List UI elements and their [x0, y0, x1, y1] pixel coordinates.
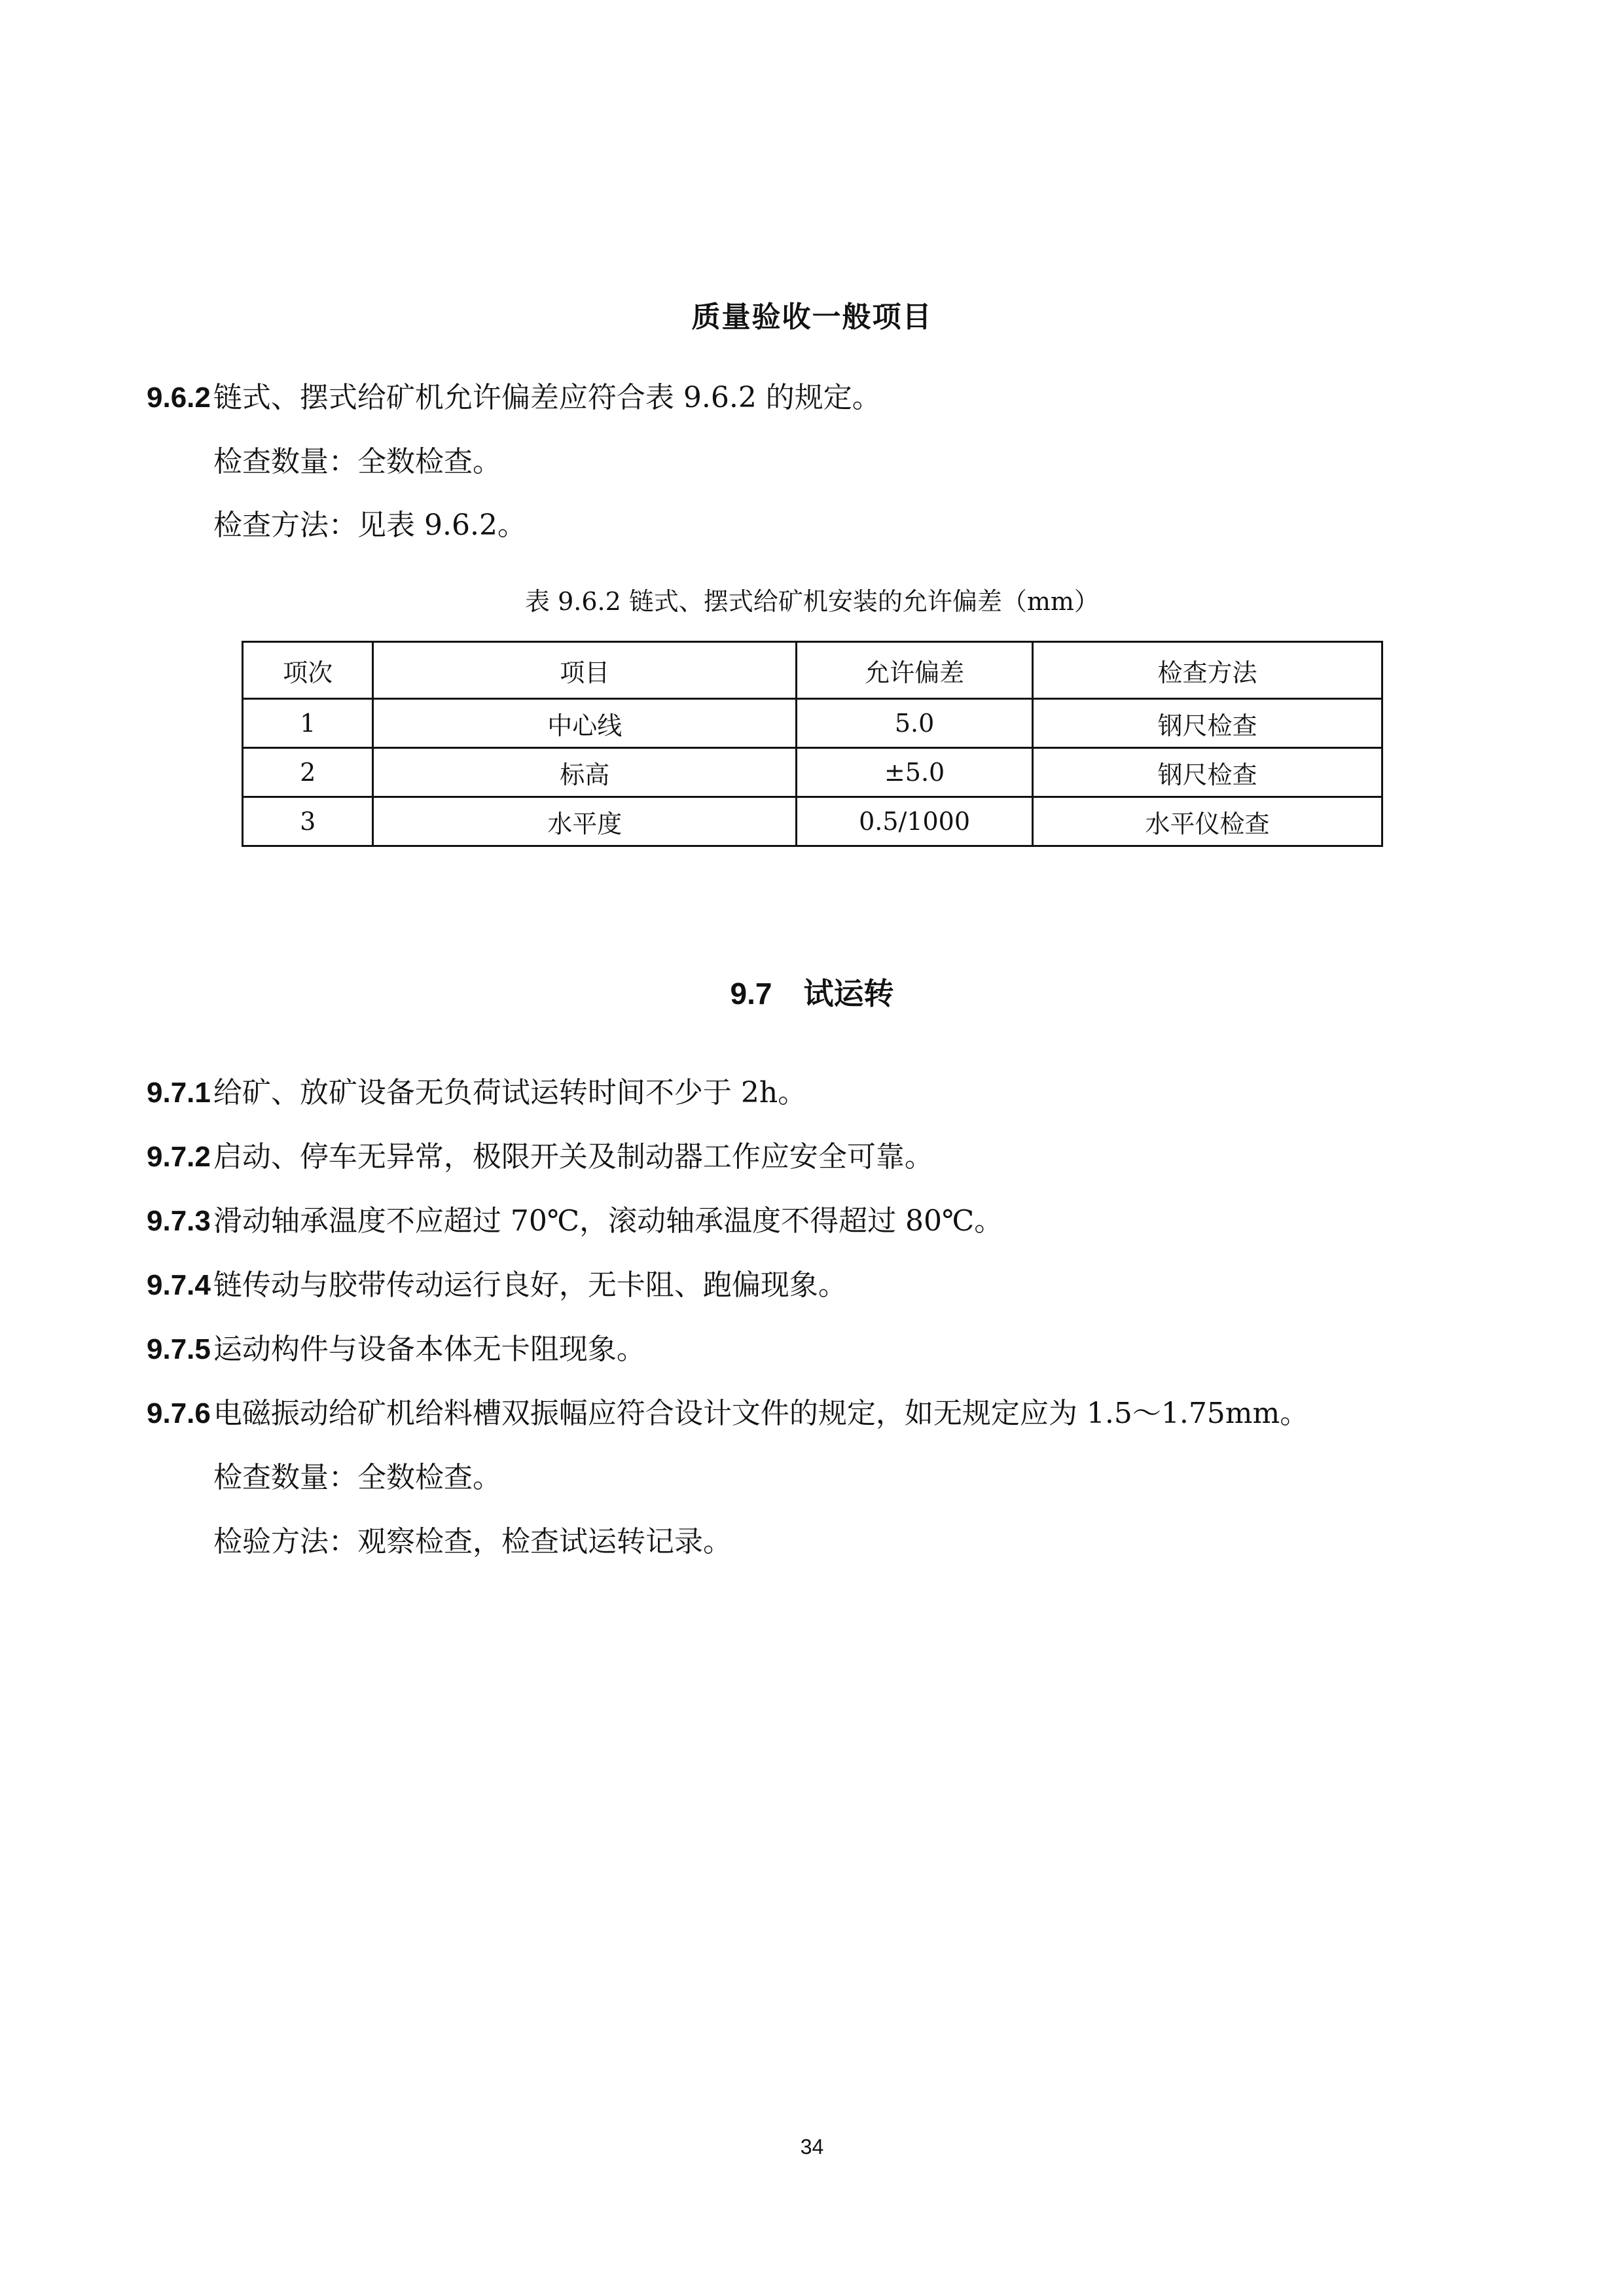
- table-header-row: [243, 642, 1382, 699]
- check-method-text: 检查方法：见表 9.6.2。: [213, 509, 526, 542]
- table-cell: 水平度: [373, 797, 797, 846]
- table-header-cell: 项次: [243, 642, 373, 699]
- table-row: [243, 797, 1382, 846]
- clause-text: 运动构件与设备本体无卡阻现象。: [213, 1333, 645, 1366]
- table-cell: 3: [243, 797, 373, 846]
- section-number: 9.7: [730, 977, 772, 1011]
- clause-number: 9.6.2: [147, 382, 211, 414]
- table-cell: 0.5/1000: [797, 797, 1033, 846]
- clause-number: 9.7.1: [147, 1077, 211, 1109]
- clause-text: 链式、摆式给矿机允许偏差应符合表 9.6.2 的规定。: [213, 381, 881, 414]
- table-caption: 表 9.6.2 链式、摆式给矿机安装的允许偏差（mm）: [525, 587, 1099, 616]
- clause-text: 链传动与胶带传动运行良好，无卡阻、跑偏现象。: [213, 1268, 847, 1302]
- table-header-cell: 允许偏差: [797, 642, 1033, 699]
- table-cell: 2: [243, 748, 373, 797]
- clause-number: 9.7.4: [147, 1269, 211, 1301]
- clause-number: 9.7.2: [147, 1141, 211, 1173]
- table-cell: 标高: [373, 748, 797, 797]
- clause-9-7-5: [147, 1330, 645, 1369]
- subsection-heading: 质量验收一般项目: [691, 300, 933, 334]
- check-quantity-text: 检查数量：全数检查。: [213, 1461, 501, 1494]
- clause-9-7-6: [147, 1394, 1308, 1433]
- table-cell: 钢尺检查: [1033, 699, 1382, 748]
- clause-9-7-1: [147, 1073, 806, 1113]
- table-row: [243, 748, 1382, 797]
- table-cell: 钢尺检查: [1033, 748, 1382, 797]
- section-title-text: 试运转: [803, 976, 894, 1011]
- tolerance-table: [242, 641, 1383, 847]
- section-heading: [0, 970, 1624, 1013]
- table-header-cell: 项目: [373, 642, 797, 699]
- clause-9-7-3: [147, 1202, 1003, 1241]
- table-cell: 中心线: [373, 699, 797, 748]
- table-row: [243, 699, 1382, 748]
- clause-number: 9.7.5: [147, 1333, 211, 1365]
- page-number: 34: [800, 2135, 824, 2159]
- clause-text: 启动、停车无异常，极限开关及制动器工作应安全可靠。: [213, 1140, 933, 1174]
- clause-9-7-2: [147, 1138, 933, 1177]
- clause-number: 9.7.6: [147, 1397, 211, 1429]
- clause-9-6-2: [147, 378, 881, 418]
- clause-text: 电磁振动给矿机给料槽双振幅应符合设计文件的规定，如无规定应为 1.5～1.75mm。: [213, 1397, 1309, 1430]
- inspection-method-text: 检验方法：观察检查，检查试运转记录。: [213, 1525, 732, 1558]
- check-quantity-text: 检查数量：全数检查。: [213, 445, 501, 478]
- table-cell: 1: [243, 699, 373, 748]
- clause-number: 9.7.3: [147, 1205, 211, 1237]
- table-cell: 水平仪检查: [1033, 797, 1382, 846]
- table-cell: 5.0: [797, 699, 1033, 748]
- clause-text: 滑动轴承温度不应超过 70℃，滚动轴承温度不得超过 80℃。: [213, 1204, 1003, 1238]
- clause-9-7-4: [147, 1266, 847, 1305]
- table-header-cell: 检查方法: [1033, 642, 1382, 699]
- table-cell: ±5.0: [797, 748, 1033, 797]
- clause-text: 给矿、放矿设备无负荷试运转时间不少于 2h。: [213, 1076, 807, 1109]
